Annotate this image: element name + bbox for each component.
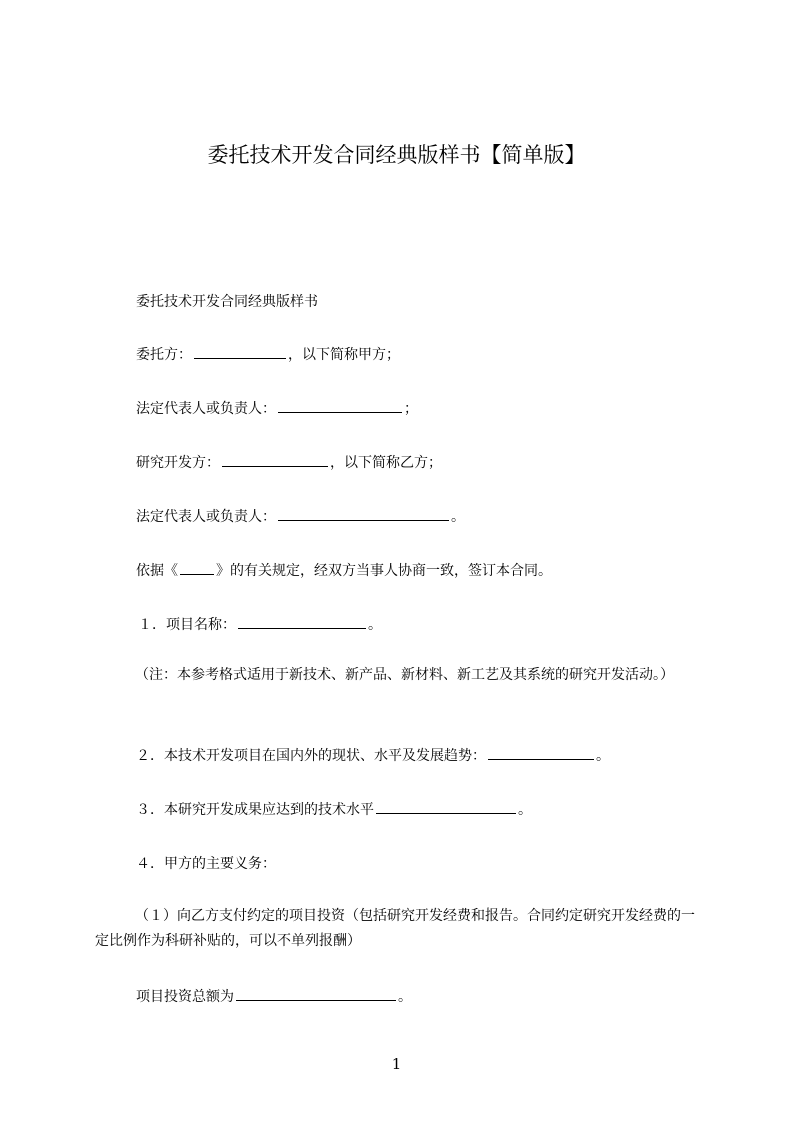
developer-rep-line bbox=[136, 505, 465, 529]
basis-blank bbox=[180, 560, 214, 575]
developer-suffix: ，以下简称乙方； bbox=[330, 455, 442, 471]
client-label: 委托方： bbox=[136, 347, 192, 363]
item2-label: ２．本技术开发项目在国内外的现状、水平及发展趋势： bbox=[136, 748, 486, 764]
investment-line bbox=[136, 985, 412, 1009]
client-suffix: ，以下简称甲方； bbox=[288, 347, 400, 363]
item1-label: １．项目名称： bbox=[138, 617, 236, 633]
item2-suffix: 。 bbox=[596, 748, 610, 764]
item3-blank bbox=[376, 799, 516, 814]
note-paragraph: （注：本参考格式适用于新技术、新产品、新材料、新工艺及其系统的研究开发活动。） bbox=[135, 667, 674, 683]
developer-rep-suffix: 。 bbox=[451, 509, 465, 525]
basis-line bbox=[136, 559, 552, 583]
client-line bbox=[136, 343, 400, 367]
developer-line bbox=[136, 451, 442, 475]
item3-suffix: 。 bbox=[518, 802, 532, 818]
client-rep-suffix: ； bbox=[404, 401, 418, 417]
client-rep-line bbox=[136, 397, 418, 421]
item2-line bbox=[136, 744, 610, 768]
item4-1-paragraph: （１）向乙方支付约定的项目投资（包括研究开发经费和报告。合同约定研究开发经费的一定比例作为科研补贴的，可以不单列报酬） bbox=[95, 908, 695, 949]
item2-blank bbox=[488, 745, 594, 760]
client-rep-blank bbox=[278, 398, 402, 413]
investment-blank bbox=[236, 986, 396, 1001]
developer-label: 研究开发方： bbox=[136, 455, 220, 471]
page-number: 1 bbox=[391, 1055, 402, 1073]
investment-suffix: 。 bbox=[398, 989, 412, 1005]
item1-line bbox=[138, 613, 382, 637]
basis-prefix: 依据《 bbox=[136, 563, 178, 579]
document-subtitle: 委托技术开发合同经典版样书 bbox=[136, 294, 318, 310]
client-blank bbox=[194, 344, 286, 359]
item4-line: ４．甲方的主要义务： bbox=[136, 856, 276, 872]
item1-suffix: 。 bbox=[368, 617, 382, 633]
developer-rep-blank bbox=[278, 506, 449, 521]
basis-suffix: 》的有关规定，经双方当事人协商一致，签订本合同。 bbox=[216, 563, 552, 579]
client-rep-label: 法定代表人或负责人： bbox=[136, 401, 276, 417]
developer-rep-label: 法定代表人或负责人： bbox=[136, 509, 276, 525]
item3-line bbox=[136, 798, 532, 822]
developer-blank bbox=[222, 452, 328, 467]
item3-label: ３．本研究开发成果应达到的技术水平 bbox=[136, 802, 374, 818]
item1-blank bbox=[238, 614, 366, 629]
document-title: 委托技术开发合同经典版样书【简单版】 bbox=[207, 143, 586, 167]
investment-label: 项目投资总额为 bbox=[136, 989, 234, 1005]
